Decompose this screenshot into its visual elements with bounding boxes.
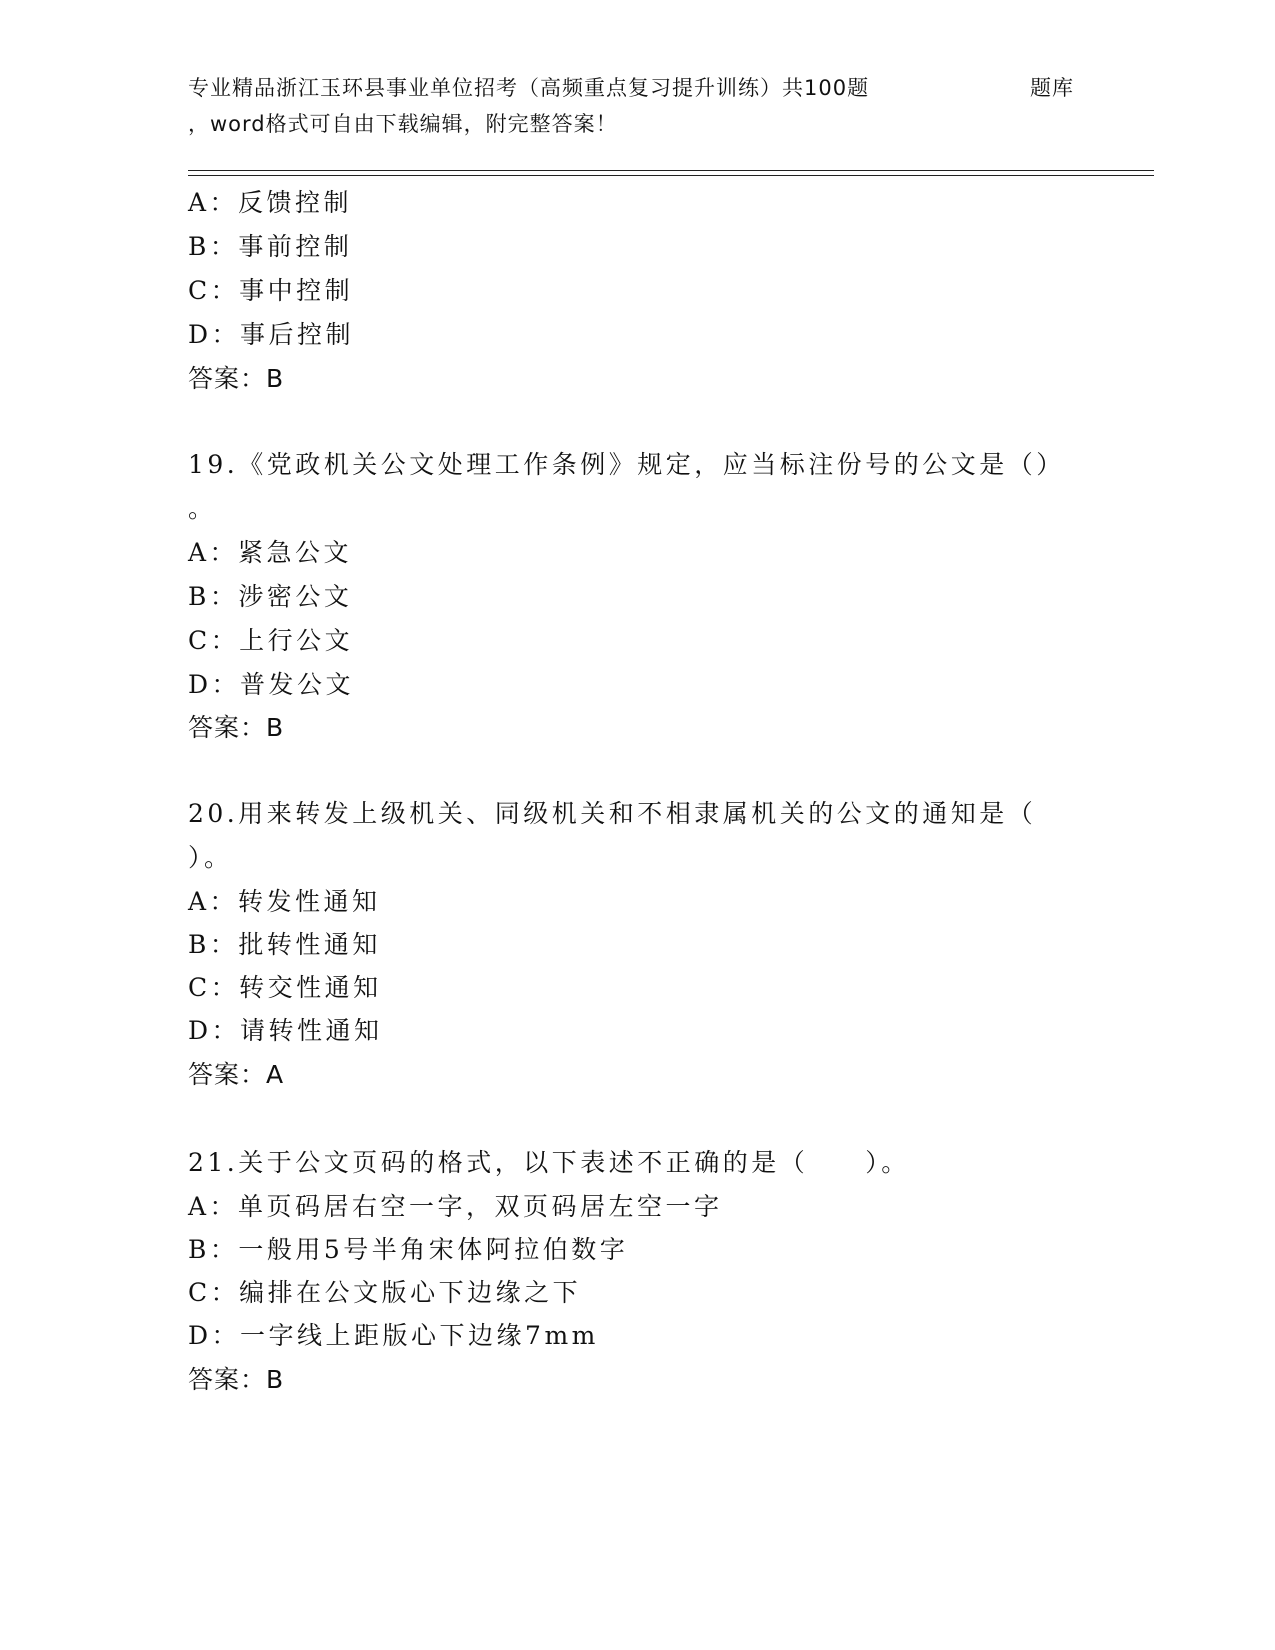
question-stem: 19.《党政机关公文处理工作条例》规定，应当标注份号的公文是（） (188, 450, 1065, 479)
question-stem-continued: ）。 (188, 843, 233, 872)
option-b: B：涉密公文 (188, 582, 353, 611)
answer: 答案：B (188, 1365, 285, 1394)
option-c: C：转交性通知 (188, 973, 382, 1002)
option-c: C：编排在公文版心下边缘之下 (188, 1278, 582, 1307)
document-subtitle: ，word格式可自由下载编辑，附完整答案！ (188, 112, 618, 136)
header-rule-top (188, 170, 1154, 171)
option-c: C：上行公文 (188, 626, 354, 655)
option-d: D：普发公文 (188, 670, 355, 699)
option-a: A：转发性通知 (188, 887, 381, 916)
question-stem-continued: 。 (188, 494, 217, 523)
option-a: A：反馈控制 (188, 188, 353, 217)
option-c: C：事中控制 (188, 276, 354, 305)
option-a: A：紧急公文 (188, 538, 353, 567)
option-b: B：事前控制 (188, 232, 353, 261)
document-title: 专业精品浙江玉环县事业单位招考（高频重点复习提升训练）共100题 (188, 76, 870, 100)
question-stem: 20.用来转发上级机关、同级机关和不相隶属机关的公文的通知是（ (188, 799, 1037, 828)
answer: 答案：B (188, 364, 285, 393)
header-rule-bottom (188, 175, 1154, 176)
question-stem: 21.关于公文页码的格式，以下表述不正确的是（ ）。 (188, 1148, 910, 1177)
option-b: B：批转性通知 (188, 930, 381, 959)
option-a: A：单页码居右空一字，双页码居左空一字 (188, 1192, 723, 1221)
option-d: D：请转性通知 (188, 1016, 383, 1045)
document-tag: 题库 (1030, 76, 1074, 100)
option-d: D：事后控制 (188, 320, 355, 349)
option-d: D：一字线上距版心下边缘7mm (188, 1321, 599, 1350)
answer: 答案：B (188, 713, 285, 742)
answer: 答案：A (188, 1060, 285, 1089)
option-b: B：一般用5号半角宋体阿拉伯数字 (188, 1235, 629, 1264)
